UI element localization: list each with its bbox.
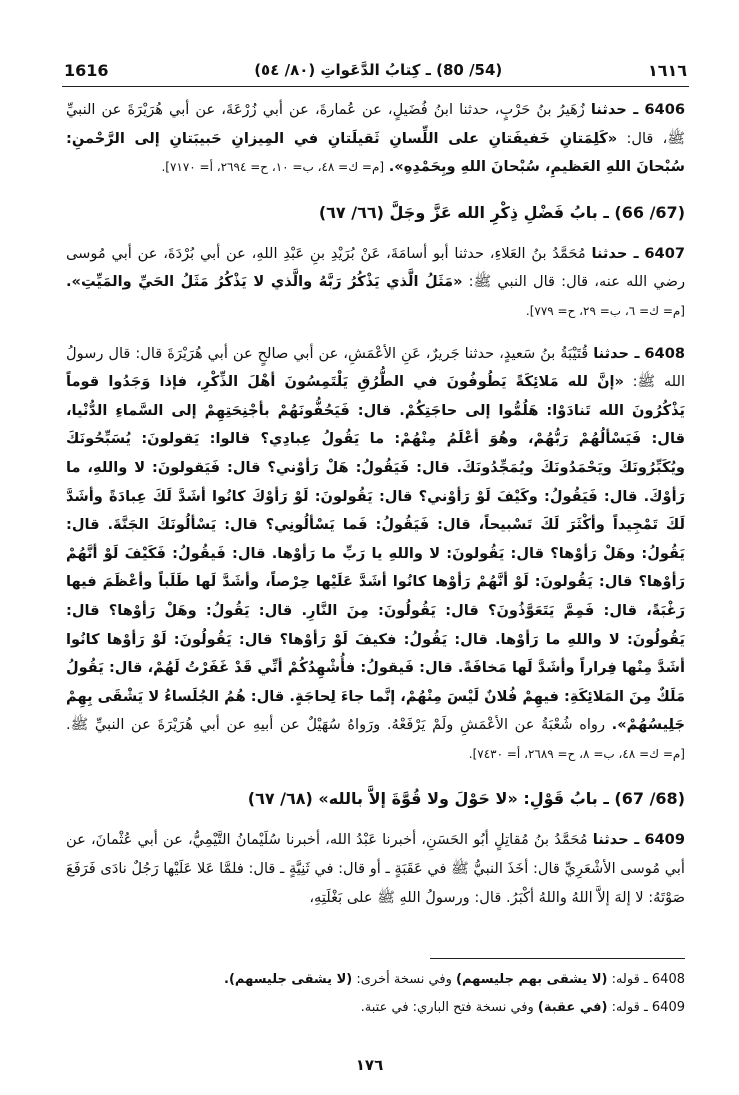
footnote-text: وفي نسخة أخرى: — [356, 972, 452, 987]
paragraph-gap — [66, 326, 685, 340]
hadith-6408 — [66, 340, 685, 769]
running-header — [64, 56, 687, 84]
footnote-quote: (لا يشقى بهم جليسهم) — [456, 972, 608, 987]
hadith-opening: ـ حدثنا — [592, 831, 640, 849]
page-footer-number: ١٧٦ — [355, 1056, 384, 1074]
hadith-isnad: مُحَمَّدُ بنُ مُقاتِلٍ أبُو الحَسَنِ، أخبرنا عَبْدُ الله، أخبرنا سُلَيْمانُ التَّيْمِيُّ، عن أبي عُثْمانَ، عن أبي مُوسى الأشْعَرِيِّ قال: أخَذَ النبيُّ ﷺ في عَقَبَةٍ ـ أو قال: في ثَنِيَّةٍ ـ قال: فلمَّا عَلا عَلَيْها رَجُلٌ نادَى فَرَفَعَ صَوْتَهُ: لا إلهَ إلاَّ اللهُ واللهُ أكْبَرُ. قال: ورسولُ اللهِ ﷺ على بَغْلَتِهِ، — [66, 831, 685, 906]
hadith-matn: «إنَّ لله مَلائِكَةً يَطُوفُونَ في الطُّرُقِ يَلْتَمِسُونَ أهْلَ الذِّكْرِ، فإذا وَجَدُوا قوماً يَذْكُرُونَ الله تَنادَوْا: هَلُمُّوا إلى حاجَتِكُمْ. قال: فَيَحُفُّونَهُمْ بأجْنِحَتِهِمْ إلى السَّماءِ الدُّنْيا، قال: فَيَسْألُهُمْ رَبُّهُمْ، وهُوَ أعْلَمُ مِنْهُمْ: ما يَقُولُ عِبادِي؟ قالوا: يَقولونَ: يُسَبِّحُونَكَ ويُكَبِّرُونَكَ ويَحْمَدُونَكَ ويُمَجِّدُونَكَ. قال: فَيَقُولُ: هَلْ رَأوْني؟ قال: فَيَقولونَ: لا واللهِ، ما رَأوْكَ. قال: فَيَقُولُ: وكَيْفَ لَوْ رَأوْني؟ قال: يَقُولونَ: لَوْ رَأوْكَ كانُوا أشَدَّ لَكَ عِبادَةً وأشَدَّ لَكَ تَمْجِيداً وأكْثَرَ لَكَ تَسْبيحاً، قال: فَيَقُولُ: فَما يَسْألُونِي؟ قال: يَسْألُونَكَ الجَنَّةَ. قال: يَقُولُ: وهَلْ رَأوْها؟ قال: يَقُولونَ: لا واللهِ يا رَبِّ ما رَأوْها. قال: فَيقُولُ: فَكَيْفَ لَوْ أنَّهُمْ رَأوْها؟ قال: يَقُولونَ: لَوْ أنَّهُمْ رَأوْها كانُوا أشَدَّ عَلَيْها حِرْصاً، وأشَدَّ لَها طَلَباً وأعْظَمَ فيها رَغْبَةً، قال: فَمِمَّ يَتَعَوَّذُونَ؟ قال: يَقُولُونَ: مِنَ النَّارِ. قال: يَقُولُ: وهَلْ رَأوْها؟ قال: يَقُولُونَ: لا واللهِ ما رَأوْها. قال: يَقُولُ: فكيفَ لَوْ رَأوْها؟ قال: يَقُولُونَ: لَوْ رَأوْها كانُوا أشَدَّ مِنْها فِراراً وأشَدَّ لَها مَخافَةً. قال: فَيقولُ: فأُشْهِدُكُمْ أنِّي قَدْ غَفَرْتُ لَهُمْ، قال: يَقُولُ مَلَكٌ مِنَ المَلائِكَةِ: فيهِمْ فُلانٌ لَيْسَ مِنْهُمْ، إنَّما جاءَ لِحاجَةٍ. قال: هُمُ الجُلَساءُ لا يَشْقَى بِهِمْ جَلِيسُهُمْ». — [66, 373, 686, 734]
hadith-tail: رواه شُعْبَةُ عن الأعْمَشِ ولَمْ يَرْفَعْهُ. ورَواهُ سُهَيْلٌ عن أبيهِ عن أبي هُرَيْرَةَ عن النبيِّ ﷺ. — [66, 716, 606, 734]
hadith-reference: [م= ك= ٦، ب= ٢٩، ح= ٧٧٩]. — [525, 303, 685, 318]
footnotes — [66, 966, 685, 1022]
hadith-isnad: زُهَيرُ بنُ حَرْبٍ، حدثنا ابنُ فُضَيلٍ، عن عُمارةَ، عن أبي زُرْعَةَ، عن أبي هُرَيْرَةَ عن النبيِّ ﷺ، قال: — [66, 101, 685, 147]
footnote-rule — [430, 958, 685, 959]
hadith-isnad: مُحَمَّدُ بنُ العَلاءِ، حدثنا أبو أسامَةَ، عَنْ بُرَيْدِ بنِ عَبْدِ اللهِ، عن أبي بُرْدَةَ، عن أبي مُوسى رضي الله عنه، قال: قال النبي ﷺ: — [66, 244, 685, 291]
footnote-label: 6409 ـ قوله: — [611, 1000, 685, 1015]
header-rule — [62, 86, 689, 87]
hadith-isnad: قُتَيْبَةُ بنُ سَعيدٍ، حدثنا جَريرٌ، عَنِ الأعْمَشِ، عن أبي صالحٍ عن أبي هُرَيْرَةَ قال: قال رسولُ الله ﷺ: — [66, 344, 685, 391]
hadith-6407 — [66, 240, 685, 326]
running-title: (54/ 80) ـ كِتابُ الدَّعَواتِ (٨٠/ ٥٤) — [254, 61, 503, 79]
hadith-number: 6408 — [644, 344, 686, 362]
chapter-heading: (67/ 66) ـ بابُ فَضْلِ ذِكْرِ الله عَزَّ وجَلَّ (٦٦/ ٦٧) — [318, 202, 685, 222]
hadith-reference: [م= ك= ٤٨، ب= ١٠، ح= ٢٦٩٤، أ= ٧١٧٠]. — [161, 160, 385, 175]
main-text — [66, 96, 685, 912]
footnote-text: وفي نسخة فتح الباري: في عتبة. — [360, 1000, 534, 1015]
hadith-reference: [م= ك= ٤٨، ب= ٨، ح= ٢٦٨٩، أ= ٧٤٣٠]. — [468, 746, 685, 761]
hadith-number: 6406 — [644, 101, 686, 118]
hadith-opening: ـ حدثنا — [593, 344, 640, 362]
hadith-opening: ـ حدثنا — [591, 244, 639, 262]
chapter-heading: (68/ 67) ـ بابُ قَوْلِ: «لا حَوْلَ ولا قُوَّةَ إلاَّ بالله» (٦٨/ ٦٧) — [247, 789, 685, 809]
hadith-opening: ـ حدثنا — [590, 101, 639, 118]
page-number-arabic: ١٦١٦ — [647, 60, 687, 80]
footnote-6408 — [66, 966, 685, 994]
footnote-label: 6408 ـ قوله: — [611, 972, 685, 987]
hadith-matn: «مَثَلُ الَّذي يَذْكُرُ رَبَّهُ والَّذي لا يَذْكُرُ مَثَلُ الحَيِّ والمَيِّتِ». — [66, 273, 463, 291]
footnote-6409 — [66, 994, 685, 1022]
footnote-quote: (في عقبة) — [537, 1000, 608, 1015]
footnote-alt: (لا يشقى جليسهم). — [224, 972, 353, 987]
page-number-latin: 1616 — [64, 60, 109, 80]
hadith-6406 — [66, 96, 685, 182]
hadith-number: 6409 — [644, 831, 685, 849]
hadith-6409 — [66, 826, 685, 912]
hadith-matn: «كَلِمَتانِ خَفيفَتانِ على اللِّسانِ ثَقيلَتانِ في المِيزانِ حَبيبَتانِ إلى الرَّحْمنِ: سُبْحانَ اللهِ العَظيمِ، سُبْحانَ اللهِ وبِحَمْدِهِ». — [66, 129, 685, 176]
hadith-number: 6407 — [644, 244, 686, 262]
